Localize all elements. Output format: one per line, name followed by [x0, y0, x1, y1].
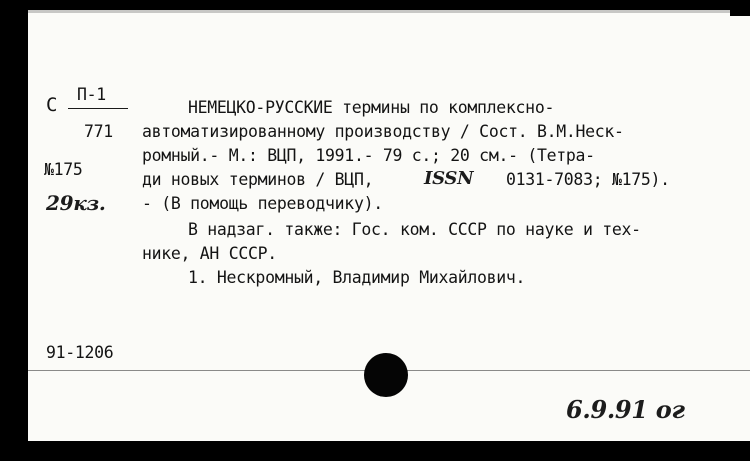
entry-line-1: НЕМЕЦКО-РУССКИЕ термины по комплексно- — [188, 98, 555, 117]
handwritten-price: 29кз. — [46, 191, 106, 215]
card-top-edge — [28, 10, 750, 13]
entry-line-2: автоматизированному производству / Сост. В.М.Неск- — [142, 122, 624, 141]
entry-note-line-1: В надзаг. также: Гос. ком. СССР по науке и тех- — [188, 220, 641, 239]
entry-line-3: ромный.- М.: ВЦП, 1991.- 79 с.; 20 см.- (Тетра- — [142, 146, 595, 165]
punch-hole — [364, 353, 408, 397]
catalog-card — [28, 10, 750, 441]
entry-line-4: ди новых терминов / ВЦП, — [142, 170, 374, 189]
accession-number: 91-1206 — [46, 343, 114, 362]
entry-tracing: 1. Нескромный, Владимир Михайлович. — [188, 268, 526, 287]
entry-note-line-2: нике, АН СССР. — [142, 244, 277, 263]
call-letter: С — [46, 94, 58, 116]
issue-number: №175 — [44, 160, 83, 179]
handwritten-date: 6.9.91 ог — [566, 395, 685, 424]
handwritten-issn: ISSN — [424, 168, 474, 189]
call-number-divider — [68, 108, 128, 109]
card-corner-notch — [730, 10, 750, 16]
call-class: П-1 — [77, 85, 106, 104]
entry-line-5: - (В помощь переводчику). — [142, 194, 383, 213]
call-number: 771 — [84, 122, 113, 141]
entry-line-4-issn: 0131-7083; №175). — [506, 170, 670, 189]
